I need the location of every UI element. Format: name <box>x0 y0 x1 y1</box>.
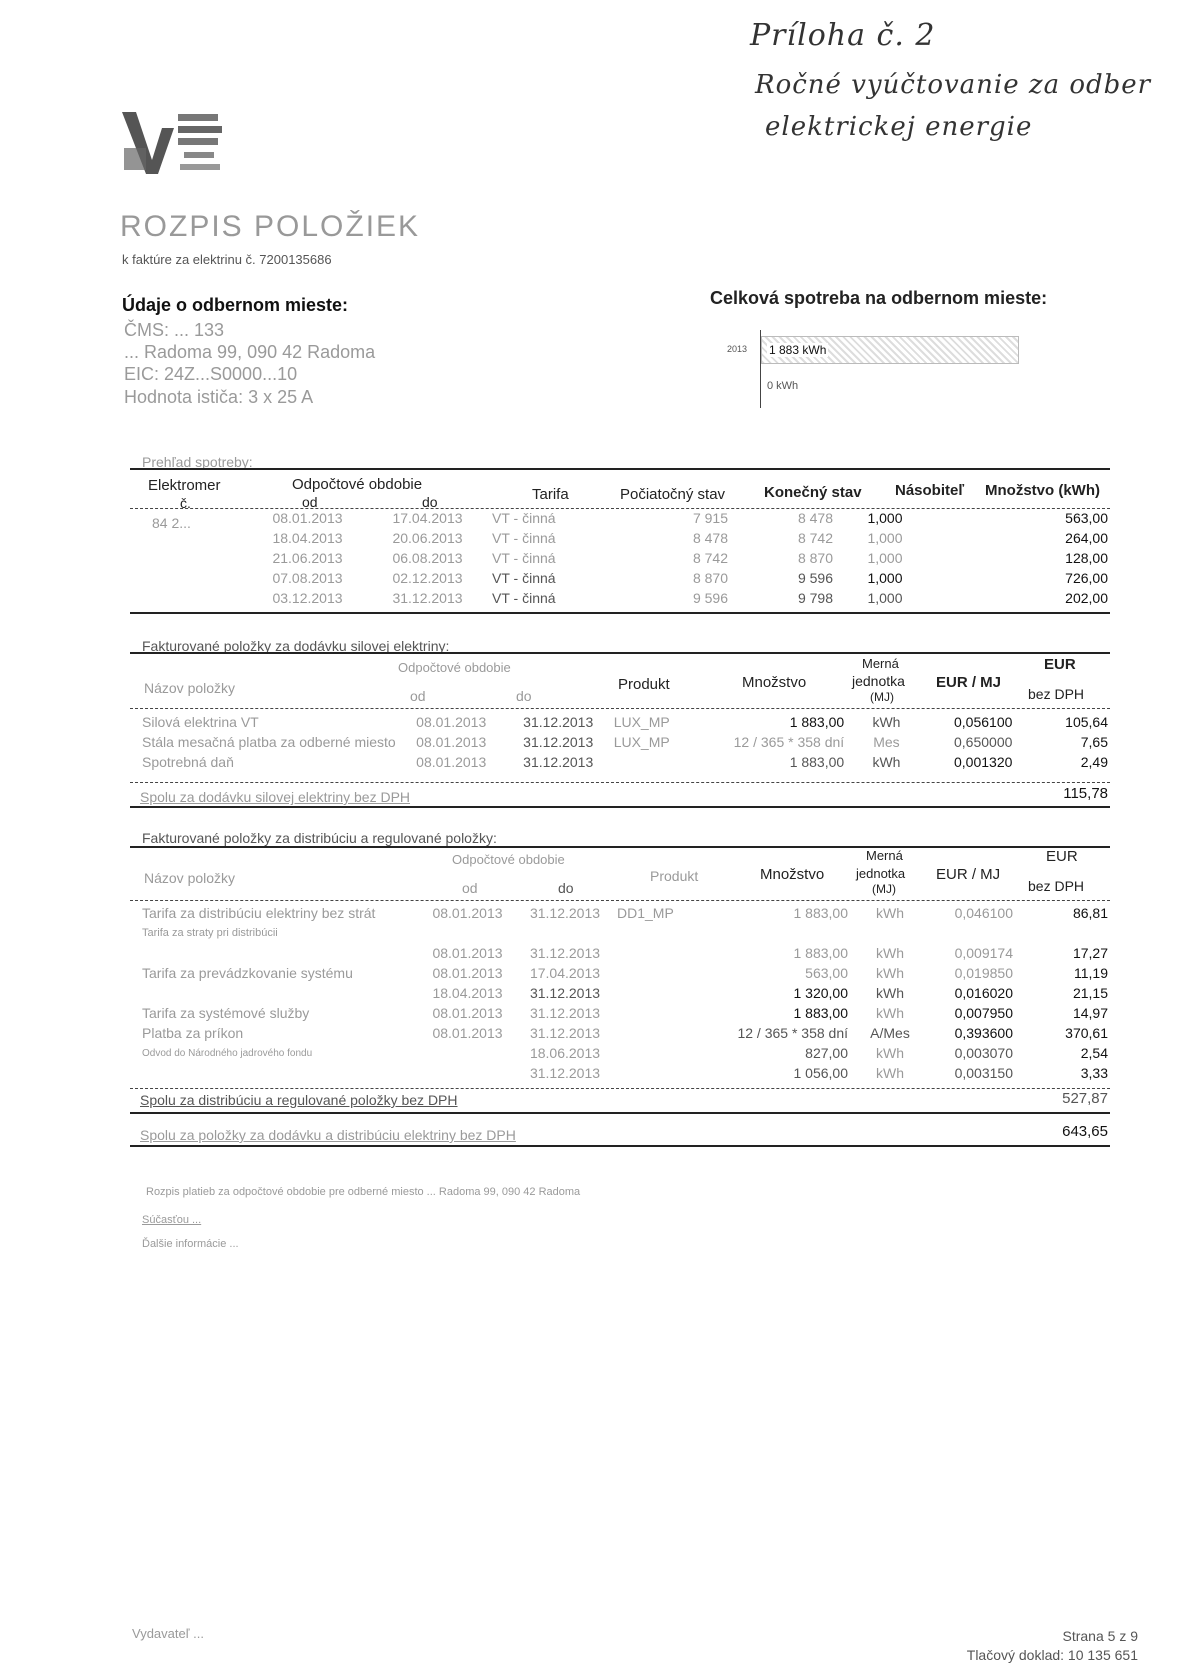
distribution-row-to: 31.12.2013 <box>529 1065 601 1081</box>
supply-row-unit: kWh <box>872 714 901 730</box>
table-row <box>140 752 1110 772</box>
meter-header-meter-no: č. <box>180 495 191 511</box>
distribution-row-unit: kWh <box>876 1045 904 1061</box>
distribution-row-price <box>930 923 1015 943</box>
supply-row-qty: 1 883,00 <box>789 754 845 770</box>
distribution-row-to: 31.12.2013 <box>529 1025 601 1041</box>
supply-heading: Fakturované položky za dodávku silovej elektriny: <box>142 638 450 654</box>
distribution-row-from: 18.04.2013 <box>432 985 503 1001</box>
supply-row-unit: kWh <box>872 754 901 770</box>
distribution-row-product <box>615 963 705 983</box>
place-line2: ... Radoma 99, 090 42 Radoma <box>124 342 376 362</box>
table-row <box>140 1063 1110 1083</box>
distribution-header-period: Odpočtové obdobie <box>452 852 565 867</box>
distribution-row-eur: 2,54 <box>1080 1045 1108 1061</box>
supply-row-price: 0,650000 <box>954 734 1013 750</box>
distribution-row-price: 0,009174 <box>954 945 1013 961</box>
supply-header-unit3: (MJ) <box>870 690 894 704</box>
consumption-bar-label: 2013 <box>727 344 748 354</box>
distribution-row-from: 08.01.2013 <box>432 905 503 921</box>
distribution-row-name <box>140 943 420 963</box>
footer-page: Strana 5 z 9 <box>1062 1628 1138 1644</box>
handwritten-line1: Príloha č. 2 <box>750 18 936 53</box>
handwritten-line3: elektrickej energie <box>765 112 1033 142</box>
meter-header-from: od <box>302 494 318 510</box>
meter-row-tariff: VT - činná <box>492 590 556 606</box>
distribution-row-from <box>420 1043 515 1063</box>
consumption-zero: 0 kWh <box>767 380 799 392</box>
meter-row-tariff: VT - činná <box>492 550 556 566</box>
distribution-row-price: 0,016020 <box>954 985 1013 1001</box>
supply-row-eur: 7,65 <box>1080 734 1108 750</box>
distribution-row-eur: 21,15 <box>1072 985 1108 1001</box>
distribution-row-qty: 1 883,00 <box>793 905 848 921</box>
meter-row-start: 8 742 <box>692 550 728 566</box>
distribution-header-price: EUR / MJ <box>936 866 1001 883</box>
distribution-row-qty: 1 320,00 <box>793 985 848 1001</box>
supply-row-qty: 12 / 365 * 358 dní <box>733 734 845 750</box>
distribution-row-to: 31.12.2013 <box>529 905 601 921</box>
supply-header-product: Produkt <box>618 676 670 693</box>
distribution-row-from <box>420 1063 515 1083</box>
company-logo <box>118 108 228 178</box>
table-row <box>140 1043 1110 1063</box>
supply-header-name: Názov položky <box>144 680 236 696</box>
distribution-row-name <box>140 983 420 1003</box>
distribution-row-name: Tarifa za prevádzkovanie systému <box>142 965 353 981</box>
distribution-row-name: Tarifa za straty pri distribúcii <box>142 927 278 939</box>
grand-total-rule <box>130 1145 1110 1147</box>
supply-header-to: do <box>516 688 532 704</box>
document-title: ROZPIS POLOŽIEK <box>120 210 421 243</box>
supply-row-name: Stála mesačná platba za odberné miesto <box>142 734 396 750</box>
handwritten-line2: Ročné vyúčtovanie za odber <box>755 70 1152 100</box>
distribution-row-eur: 86,81 <box>1072 905 1108 921</box>
distribution-row-price: 0,007950 <box>954 1005 1013 1021</box>
place-line3: EIC: 24Z...S0000...10 <box>124 364 298 384</box>
distribution-header-eur: EUR <box>1046 848 1078 865</box>
distribution-row-from: 08.01.2013 <box>432 945 503 961</box>
distribution-row-price: 0,003150 <box>954 1065 1013 1081</box>
distribution-row-name: Platba za príkon <box>142 1025 244 1041</box>
distribution-row-unit: kWh <box>876 1065 904 1081</box>
table-row <box>140 983 1110 1003</box>
supply-row-product <box>612 752 695 772</box>
supply-header-rule <box>130 708 1110 709</box>
supply-header-period: Odpočtové obdobie <box>398 660 511 675</box>
consumption-heading: Celková spotreba na odbernom mieste: <box>710 288 1048 308</box>
table-row <box>140 712 1110 732</box>
meter-row-end: 8 478 <box>797 510 833 526</box>
meter-row-qty: 128,00 <box>1065 550 1108 566</box>
supply-row-from: 08.01.2013 <box>416 734 487 750</box>
supply-row-to: 31.12.2013 <box>523 754 594 770</box>
supply-row-price: 0,056100 <box>954 714 1013 730</box>
supply-total-label: Spolu za dodávku silovej elektriny bez DPH <box>140 789 411 805</box>
distribution-row-name: Tarifa za distribúciu elektriny bez strát <box>142 905 376 921</box>
supply-row-eur: 2,49 <box>1080 754 1108 770</box>
distribution-row-price: 0,003070 <box>954 1045 1013 1061</box>
table-row <box>250 568 1110 588</box>
meter-row-to: 02.12.2013 <box>392 570 463 586</box>
table-row <box>140 903 1110 923</box>
distribution-row-unit: kWh <box>876 965 904 981</box>
meter-row-from: 18.04.2013 <box>272 530 343 546</box>
meter-header-mult: Násobiteľ <box>895 482 965 499</box>
distribution-row-product <box>615 983 705 1003</box>
meter-table <box>250 508 1110 608</box>
supply-row-product: LUX_MP <box>613 714 670 730</box>
table-row <box>250 548 1110 568</box>
table-row <box>250 528 1110 548</box>
meter-row-qty: 202,00 <box>1065 590 1108 606</box>
notes-line3: Ďalšie informácie ... <box>142 1238 239 1250</box>
distribution-header-to: do <box>558 880 574 896</box>
meter-row-start: 9 596 <box>692 590 728 606</box>
supply-row-price: 0,001320 <box>954 754 1013 770</box>
meter-row-qty: 264,00 <box>1065 530 1108 546</box>
distribution-row-eur: 14,97 <box>1072 1005 1108 1021</box>
distribution-header-unit3: (MJ) <box>872 882 896 896</box>
grand-total-label: Spolu za položky za dodávku a distribúciu elektriny bez DPH <box>140 1127 516 1143</box>
supply-row-qty: 1 883,00 <box>789 714 845 730</box>
distribution-row-from: 08.01.2013 <box>432 965 503 981</box>
table-row <box>140 1003 1110 1023</box>
distribution-row-qty <box>705 923 850 943</box>
meter-row-qty: 563,00 <box>1065 510 1108 526</box>
meter-row-start: 7 915 <box>692 510 728 526</box>
distribution-row-qty: 1 883,00 <box>793 945 848 961</box>
distribution-row-to: 18.06.2013 <box>529 1045 601 1061</box>
meter-row-mult: 1,000 <box>867 510 903 526</box>
distribution-row-eur: 17,27 <box>1072 945 1108 961</box>
table-row <box>140 923 1110 943</box>
distribution-header-rule <box>130 900 1110 901</box>
distribution-row-qty: 827,00 <box>805 1045 848 1061</box>
supply-row-eur: 105,64 <box>1065 714 1108 730</box>
distribution-table <box>140 903 1110 1083</box>
supply-header-unit1: Merná <box>862 656 899 671</box>
supply-header-eur: EUR <box>1044 656 1076 673</box>
distribution-row-eur: 370,61 <box>1065 1025 1108 1041</box>
consumption-value: 1 883 kWh <box>769 343 827 357</box>
meter-row-end: 8 742 <box>797 530 833 546</box>
place-heading: Údaje o odbernom mieste: <box>122 295 349 315</box>
supply-header-nodph: bez DPH <box>1028 686 1085 702</box>
distribution-total-value: 527,87 <box>1062 1090 1108 1107</box>
supply-row-to: 31.12.2013 <box>523 714 594 730</box>
distribution-row-price: 0,046100 <box>954 905 1013 921</box>
supply-total-rule <box>130 782 1110 783</box>
distribution-row-qty: 12 / 365 * 358 dní <box>737 1025 848 1041</box>
grand-total-value: 643,65 <box>1062 1123 1108 1140</box>
footer-doc: Tlačový doklad: 10 135 651 <box>966 1647 1138 1663</box>
consumption-chart <box>760 330 1020 408</box>
distribution-heading: Fakturované položky za distribúciu a regulované položky: <box>142 830 497 846</box>
table-row <box>140 943 1110 963</box>
footer-left: Vydavateľ ... <box>132 1626 204 1641</box>
distribution-row-unit: kWh <box>876 985 904 1001</box>
meter-row-end: 8 870 <box>797 550 833 566</box>
meter-header-to: do <box>422 494 438 510</box>
distribution-row-unit: A/Mes <box>870 1025 910 1041</box>
place-line1: ČMS: ... 133 <box>124 320 225 340</box>
distribution-total-label: Spolu za distribúciu a regulované položky bez DPH <box>140 1092 458 1108</box>
distribution-row-price: 0,019850 <box>954 965 1013 981</box>
meter-heading: Prehľad spotreby: <box>142 454 253 470</box>
notes-line2: Súčasťou ... <box>142 1214 202 1226</box>
meter-row-mult: 1,000 <box>867 550 903 566</box>
supply-row-from: 08.01.2013 <box>416 754 487 770</box>
distribution-row-name: Tarifa za systémové služby <box>142 1005 310 1021</box>
meter-row-mult: 1,000 <box>867 570 903 586</box>
meter-row-to: 20.06.2013 <box>392 530 463 546</box>
distribution-row-unit: kWh <box>876 1005 904 1021</box>
table-row <box>250 588 1110 608</box>
distribution-row-product <box>615 1043 705 1063</box>
distribution-row-name: Odvod do Národného jadrového fondu <box>142 1047 313 1059</box>
distribution-row-product <box>615 1063 705 1083</box>
distribution-row-eur: 3,33 <box>1080 1065 1108 1081</box>
supply-top-rule <box>130 652 1110 654</box>
notes-line1: Rozpis platieb za odpočtové obdobie pre odberné miesto ... Radoma 99, 090 42 Radoma <box>146 1186 581 1198</box>
distribution-row-from <box>420 923 515 943</box>
distribution-row-product <box>615 1023 705 1043</box>
distribution-row-to: 31.12.2013 <box>529 945 601 961</box>
distribution-top-rule <box>130 846 1110 848</box>
distribution-row-to: 31.12.2013 <box>529 985 601 1001</box>
distribution-row-price: 0,393600 <box>954 1025 1013 1041</box>
distribution-row-qty: 1 056,00 <box>793 1065 848 1081</box>
distribution-row-from: 08.01.2013 <box>432 1005 503 1021</box>
distribution-row-product <box>615 943 705 963</box>
distribution-row-eur <box>1015 923 1110 943</box>
table-row <box>140 1023 1110 1043</box>
meter-row-end: 9 596 <box>797 570 833 586</box>
meter-row-to: 31.12.2013 <box>392 590 463 606</box>
supply-total-value: 115,78 <box>1063 785 1108 802</box>
distribution-row-qty: 563,00 <box>805 965 848 981</box>
supply-header-from: od <box>410 688 426 704</box>
meter-header-period: Odpočtové obdobie <box>292 476 423 493</box>
table-row <box>250 508 1110 528</box>
distribution-row-product <box>615 923 705 943</box>
meter-header-start: Počiatočný stav <box>620 486 726 503</box>
document-subtitle: k faktúre za elektrinu č. 7200135686 <box>122 252 332 267</box>
supply-table <box>140 712 1110 772</box>
meter-row-start: 8 478 <box>692 530 728 546</box>
distribution-row-from: 08.01.2013 <box>432 1025 503 1041</box>
meter-row-from: 08.01.2013 <box>272 510 343 526</box>
meter-id: 84 2... <box>152 515 191 531</box>
distribution-row-qty: 1 883,00 <box>793 1005 848 1021</box>
meter-header-tariff: Tarifa <box>532 486 569 503</box>
distribution-header-qty: Množstvo <box>760 866 825 883</box>
supply-header-price: EUR / MJ <box>936 674 1002 691</box>
distribution-row-to <box>515 923 615 943</box>
distribution-row-eur: 11,19 <box>1074 965 1108 981</box>
distribution-header-unit2: jednotka <box>856 866 906 881</box>
supply-row-name: Spotrebná daň <box>142 754 234 770</box>
meter-row-mult: 1,000 <box>867 590 903 606</box>
meter-row-tariff: VT - činná <box>492 530 556 546</box>
distribution-total-rule <box>130 1088 1110 1089</box>
meter-row-tariff: VT - činná <box>492 510 556 526</box>
distribution-header-from: od <box>462 880 478 896</box>
meter-header-end: Konečný stav <box>764 484 862 501</box>
supply-header-unit2: jednotka <box>852 673 905 689</box>
distribution-row-to: 31.12.2013 <box>529 1005 601 1021</box>
meter-row-from: 07.08.2013 <box>272 570 343 586</box>
place-line4: Hodnota ističa: 3 x 25 A <box>124 387 314 407</box>
meter-row-mult: 1,000 <box>867 530 903 546</box>
supply-row-unit: Mes <box>873 734 900 750</box>
distribution-row-unit: kWh <box>876 905 904 921</box>
meter-top-rule <box>130 468 1110 470</box>
meter-row-to: 06.08.2013 <box>392 550 463 566</box>
supply-header-qty: Množstvo <box>742 674 807 691</box>
meter-bottom-rule <box>130 612 1110 614</box>
meter-row-tariff: VT - činná <box>492 570 556 586</box>
distribution-bottom-rule <box>130 1112 1110 1114</box>
distribution-row-product: DD1_MP <box>617 905 674 921</box>
table-row <box>140 732 1110 752</box>
distribution-header-unit1: Merná <box>866 848 903 863</box>
distribution-row-unit: kWh <box>876 945 904 961</box>
meter-row-from: 21.06.2013 <box>272 550 343 566</box>
distribution-header-product: Produkt <box>650 868 699 884</box>
distribution-header-name: Názov položky <box>144 870 236 886</box>
distribution-header-nodph: bez DPH <box>1028 878 1085 894</box>
supply-bottom-rule <box>130 806 1110 808</box>
distribution-row-product <box>615 1003 705 1023</box>
supply-row-product: LUX_MP <box>613 734 670 750</box>
meter-row-end: 9 798 <box>797 590 833 606</box>
supply-row-to: 31.12.2013 <box>523 734 594 750</box>
meter-row-start: 8 870 <box>692 570 728 586</box>
meter-header-qty: Množstvo (kWh) <box>985 482 1100 499</box>
distribution-row-name <box>140 1063 420 1083</box>
table-row <box>140 963 1110 983</box>
meter-header-meter: Elektromer <box>148 477 221 494</box>
distribution-row-unit <box>850 923 930 943</box>
meter-row-qty: 726,00 <box>1065 570 1108 586</box>
supply-row-from: 08.01.2013 <box>416 714 487 730</box>
distribution-row-to: 17.04.2013 <box>529 965 601 981</box>
meter-row-to: 17.04.2013 <box>392 510 463 526</box>
supply-row-name: Silová elektrina VT <box>142 714 259 730</box>
meter-row-from: 03.12.2013 <box>272 590 343 606</box>
